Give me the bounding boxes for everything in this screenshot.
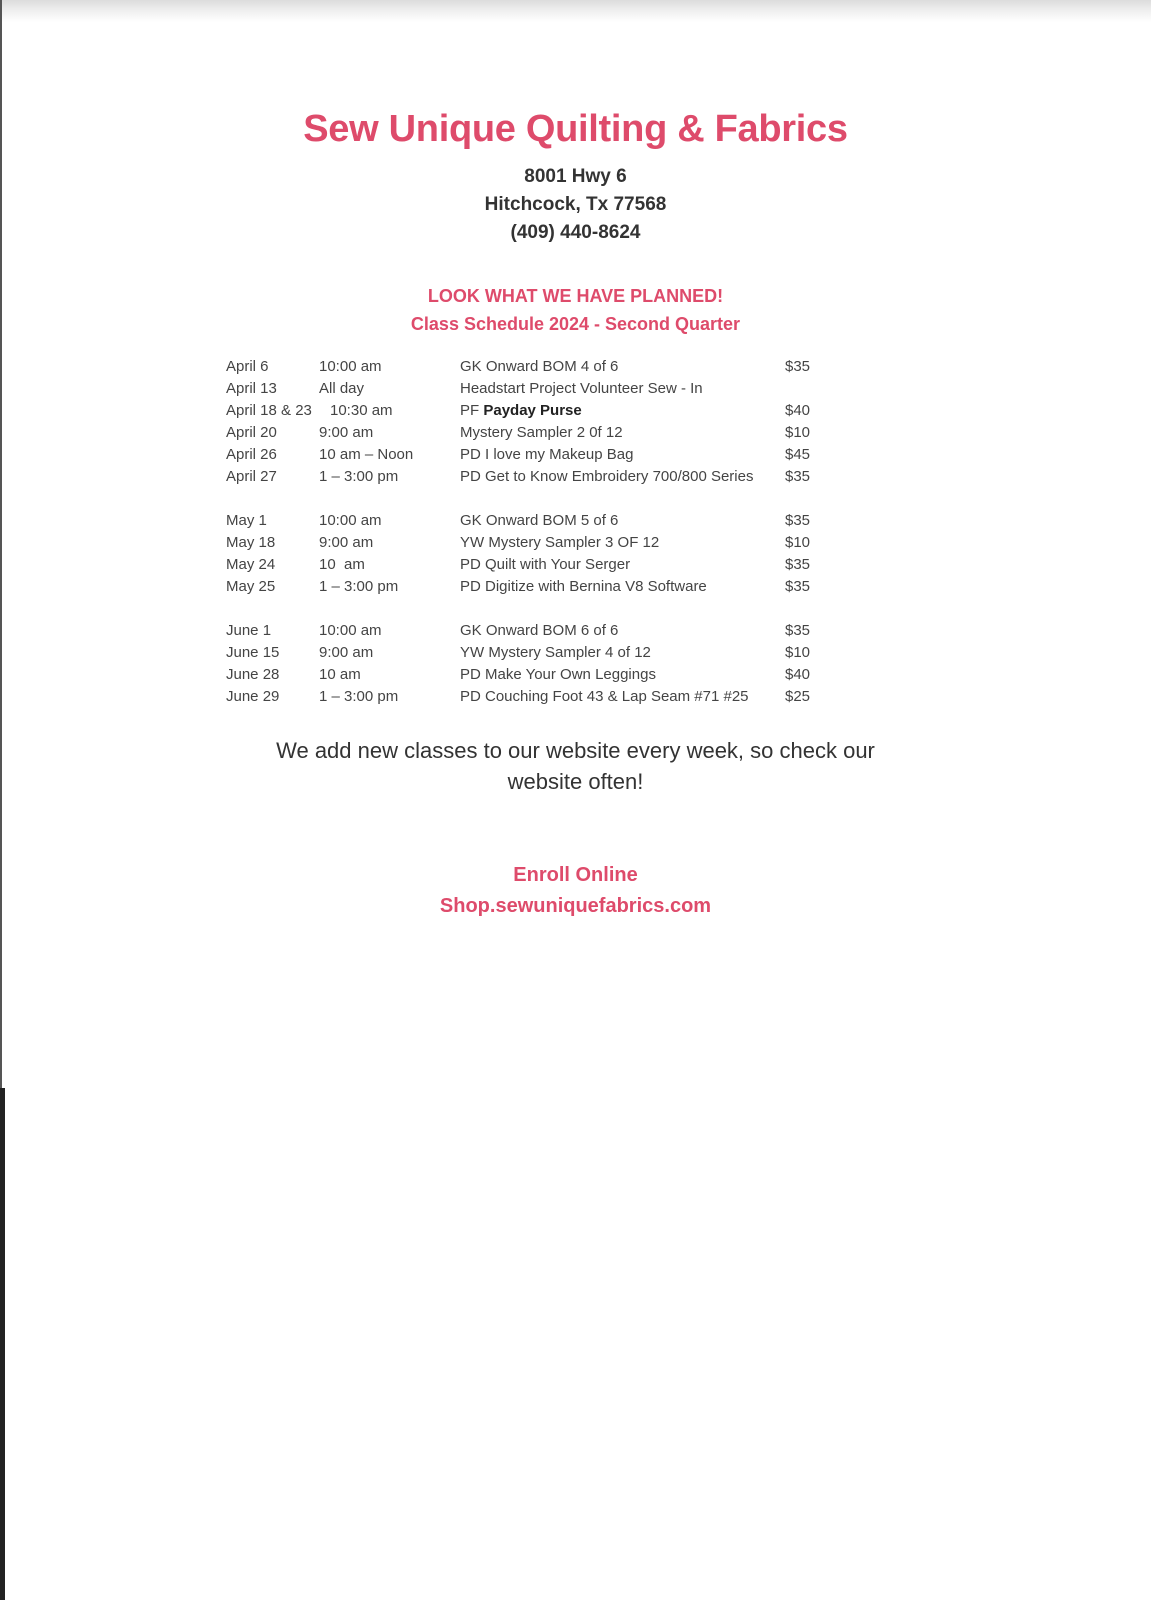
class-time: 9:00 am	[319, 644, 374, 661]
class-name: YW Mystery Sampler 3 OF 12	[460, 534, 660, 551]
class-name: PD Get to Know Embroidery 700/800 Series	[460, 468, 754, 485]
schedule-row	[226, 688, 826, 710]
schedule-row	[226, 446, 826, 468]
class-price: $40	[785, 666, 811, 683]
class-price: $35	[785, 578, 811, 595]
schedule-row	[226, 556, 826, 578]
class-name: PD Couching Foot 43 & Lap Seam #71 #25	[460, 688, 749, 705]
enroll-online-label: Enroll Online	[513, 864, 638, 886]
class-date: June 15	[226, 644, 280, 661]
month-spacer	[226, 490, 826, 512]
class-time: 10:00 am	[319, 512, 382, 529]
class-time: 10:00 am	[319, 358, 382, 375]
schedule-row	[226, 468, 826, 490]
class-name-bold: Payday Purse	[483, 402, 582, 419]
class-price: $10	[785, 534, 811, 551]
class-date: April 18 & 23	[226, 402, 312, 419]
class-date: May 25	[226, 578, 276, 595]
schedule-row	[226, 644, 826, 666]
schedule-title: Class Schedule 2024 - Second Quarter	[410, 314, 741, 334]
class-name	[460, 402, 582, 419]
class-name: GK Onward BOM 5 of 6	[460, 512, 619, 529]
class-price: $10	[785, 644, 811, 661]
schedule-row	[226, 358, 826, 380]
class-name: PD I love my Makeup Bag	[460, 446, 634, 463]
address-street: 8001 Hwy 6	[524, 166, 627, 187]
shop-url-link[interactable]: Shop.sewuniquefabrics.com	[439, 895, 712, 917]
class-name: Mystery Sampler 2 0f 12	[460, 424, 623, 441]
schedule-row	[226, 512, 826, 534]
website-note-line2: website often!	[507, 769, 644, 794]
class-date: April 27	[226, 468, 277, 485]
class-price: $25	[785, 688, 811, 705]
class-time: 10 am – Noon	[319, 446, 414, 463]
address-city: Hitchcock, Tx 77568	[484, 194, 667, 215]
schedule-row	[226, 424, 826, 446]
class-price: $35	[785, 512, 811, 529]
class-time: 9:00 am	[319, 534, 374, 551]
class-date: June 1	[226, 622, 272, 639]
website-note-line1: We add new classes to our website every week, so check our	[276, 738, 875, 763]
class-name: GK Onward BOM 6 of 6	[460, 622, 619, 639]
class-name: YW Mystery Sampler 4 of 12	[460, 644, 651, 661]
class-price: $35	[785, 358, 811, 375]
class-time: 10:00 am	[319, 622, 382, 639]
class-date: May 18	[226, 534, 276, 551]
class-price: $35	[785, 622, 811, 639]
schedule-row	[226, 622, 826, 644]
schedule-row	[226, 380, 826, 402]
schedule-row	[226, 402, 826, 424]
month-spacer	[226, 600, 826, 622]
class-price: $40	[785, 402, 811, 419]
store-title: Sew Unique Quilting & Fabrics	[303, 108, 848, 150]
scan-edge-left	[0, 0, 2, 1090]
class-time: 10 am	[319, 666, 361, 683]
class-date: May 1	[226, 512, 267, 529]
class-time: All day	[319, 380, 365, 397]
class-date: April 26	[226, 446, 277, 463]
class-price: $45	[785, 446, 811, 463]
class-price: $35	[785, 556, 811, 573]
phone-number: (409) 440-8624	[510, 222, 641, 243]
class-time: 10:30 am	[330, 402, 393, 419]
class-prefix: PF	[460, 402, 484, 419]
class-name: PD Quilt with Your Serger	[460, 556, 631, 573]
class-date: June 28	[226, 666, 280, 683]
class-price: $10	[785, 424, 811, 441]
schedule-row	[226, 578, 826, 600]
class-time: 1 – 3:00 pm	[319, 468, 399, 485]
class-date: April 6	[226, 358, 269, 375]
class-date: April 20	[226, 424, 277, 441]
schedule-row	[226, 534, 826, 556]
tagline: LOOK WHAT WE HAVE PLANNED!	[427, 286, 724, 306]
class-name: GK Onward BOM 4 of 6	[460, 358, 619, 375]
class-price: $35	[785, 468, 811, 485]
scan-edge-left-dark	[0, 1088, 5, 1600]
class-time: 1 – 3:00 pm	[319, 578, 399, 595]
class-time: 10 am	[319, 556, 365, 573]
class-name: PD Make Your Own Leggings	[460, 666, 656, 683]
class-date: June 29	[226, 688, 280, 705]
class-time: 9:00 am	[319, 424, 374, 441]
class-date: May 24	[226, 556, 276, 573]
class-name: Headstart Project Volunteer Sew - In	[460, 380, 703, 397]
scan-edge-shadow	[0, 0, 1151, 22]
class-date: April 13	[226, 380, 277, 397]
class-time: 1 – 3:00 pm	[319, 688, 399, 705]
class-schedule	[226, 358, 826, 710]
schedule-row	[226, 666, 826, 688]
class-name: PD Digitize with Bernina V8 Software	[460, 578, 707, 595]
